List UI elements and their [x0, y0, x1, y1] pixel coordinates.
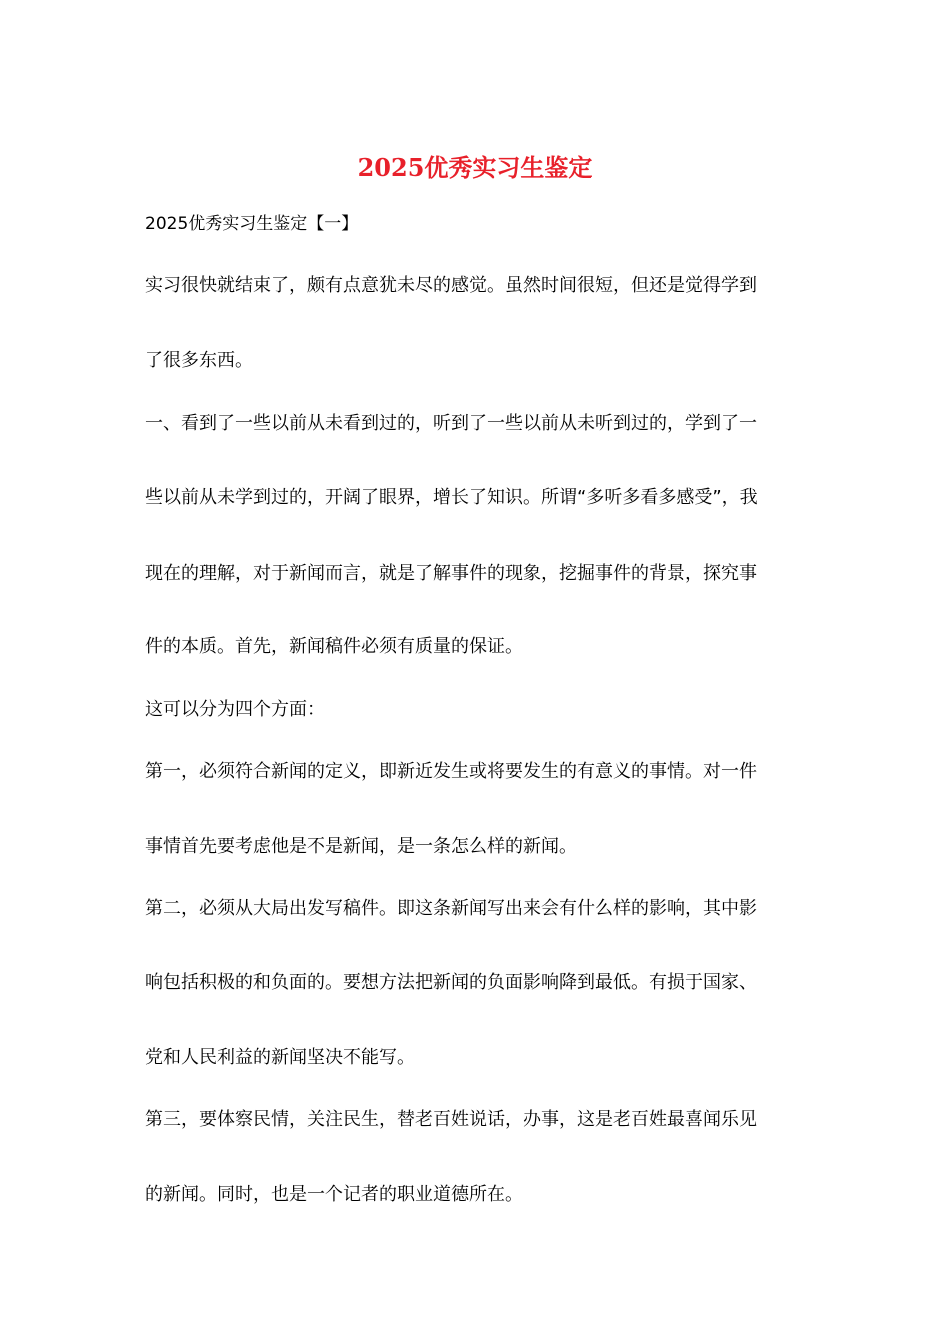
- paragraph-line: 一、看到了一些以前从未看到过的，听到了一些以前从未听到过的，学到了一: [145, 413, 757, 434]
- document-title: 2025优秀实习生鉴定: [357, 153, 593, 182]
- paragraph-line: 了很多东西。: [145, 350, 253, 371]
- paragraph-line: 党和人民利益的新闻坚决不能写。: [145, 1047, 415, 1068]
- paragraph-line: 响包括积极的和负面的。要想方法把新闻的负面影响降到最低。有损于国家、: [145, 972, 757, 993]
- paragraph-line: 第二，必须从大局出发写稿件。即这条新闻写出来会有什么样的影响，其中影: [145, 898, 757, 919]
- paragraph-line: 事情首先要考虑他是不是新闻，是一条怎么样的新闻。: [145, 836, 577, 857]
- paragraph-line: 实习很快就结束了，颇有点意犹未尽的感觉。虽然时间很短，但还是觉得学到: [145, 275, 757, 296]
- paragraph-line: 第三，要体察民情，关注民生，替老百姓说话，办事，这是老百姓最喜闻乐见: [145, 1109, 757, 1130]
- paragraph-line: 的新闻。同时，也是一个记者的职业道德所在。: [145, 1184, 523, 1205]
- paragraph-line: 现在的理解，对于新闻而言，就是了解事件的现象，挖掘事件的背景，探究事: [145, 563, 757, 584]
- paragraph-line: 些以前从未学到过的，开阔了眼界，增长了知识。所谓“多听多看多感受”，我: [145, 487, 758, 508]
- paragraph-line: 这可以分为四个方面：: [145, 699, 325, 720]
- paragraph-line: 件的本质。首先，新闻稿件必须有质量的保证。: [145, 636, 523, 657]
- section-heading: 2025优秀实习生鉴定【一】: [145, 214, 359, 234]
- paragraph-line: 第一，必须符合新闻的定义，即新近发生或将要发生的有意义的事情。对一件: [145, 761, 757, 782]
